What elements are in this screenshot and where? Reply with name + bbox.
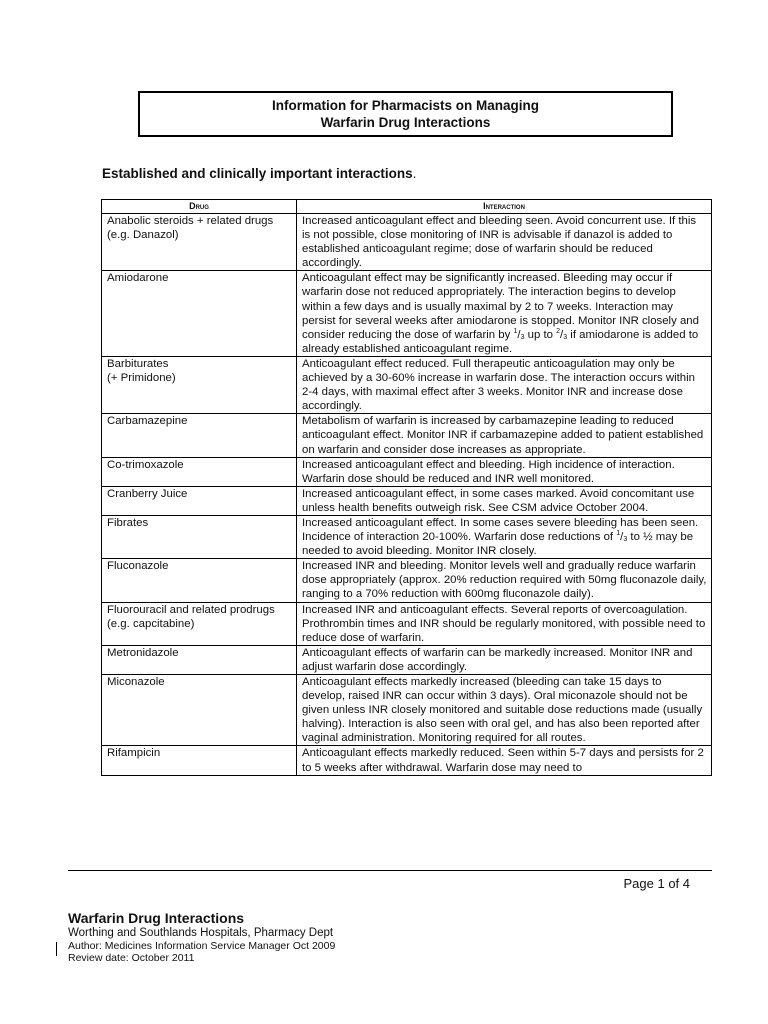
interaction-cell: Increased anticoagulant effect, in some cases marked. Avoid concomitant use unless health benefits outweigh risk. See CSM advice October 2004. <box>297 486 712 515</box>
interaction-text: if amiodarone is added to already established anticoagulant regime. <box>302 328 699 355</box>
fraction-numerator: 1 <box>513 327 518 335</box>
column-header-interaction: Interaction <box>297 200 712 214</box>
footer-title: Warfarin Drug Interactions <box>68 910 245 926</box>
drug-cell: Cranberry Juice <box>102 486 297 515</box>
fraction-denominator: 3 <box>520 333 525 341</box>
footer-author: Author: Medicines Information Service Manager Oct 2009 <box>68 940 336 952</box>
drug-cell: Metronidazole <box>102 645 297 674</box>
drug-note: (+ Primidone) <box>107 372 176 385</box>
fraction-denominator: 3 <box>623 536 628 544</box>
drug-cell: Miconazole <box>102 675 297 746</box>
footer-divider <box>68 870 712 871</box>
section-subtitle <box>102 166 416 181</box>
interaction-cell: Anticoagulant effects markedly reduced. Seen within 5-7 days and persists for 2 to 5 weeks after withdrawal. Warfarin dose may need to <box>297 746 712 775</box>
page-number: Page 1 of 4 <box>623 876 690 891</box>
interaction-cell: Increased INR and anticoagulant effects. Several reports of overcoagulation. Prothrombin times and INR should be regularly monitored, with possible need to reduce dose of warfarin. <box>297 602 712 645</box>
drug-cell <box>102 356 297 413</box>
table-header-row <box>102 200 712 214</box>
interaction-text: up to <box>524 328 557 341</box>
interaction-cell: Increased anticoagulant effect and bleeding seen. Avoid concurrent use. If this is not possible, close monitoring of INR is advisable if danazol is added to established anticoagulant regime; dose of warfarin should be reduced accordingly. <box>297 214 712 271</box>
table-row <box>102 602 712 645</box>
drug-cell: Fibrates <box>102 515 297 558</box>
interaction-text: to ½ may be needed to avoid bleeding. Monitor INR closely. <box>302 531 694 558</box>
table-row <box>102 559 712 602</box>
document-title-box <box>138 91 673 137</box>
table-row <box>102 214 712 271</box>
fraction-numerator: 1 <box>616 530 621 538</box>
column-header-drug: Drug <box>102 200 297 214</box>
drug-name: Barbiturates <box>107 357 169 370</box>
interaction-text: Anticoagulant effect may be significantly increased. Bleeding may occur if warfarin dose not reduced appropriately. The interaction begins to develop within a few days and is usually maximal by 2 to 7 weeks. Interaction may persist for several weeks after amiodarone is stopped. Monitor INR closely and consider reducing the dose of warfarin by <box>302 272 699 341</box>
table-row <box>102 746 712 775</box>
table-row <box>102 515 712 558</box>
interaction-cell: Anticoagulant effects markedly increased (bleeding can take 15 days to develop, raised INR can occur within 3 days). Oral miconazole should not be given unless INR closely monitored and suitable dose reductions made (usually halving). Interaction is also seen with oral gel, and has also been reported after vaginal administration. Monitoring required for all routes. <box>297 675 712 746</box>
interaction-cell: Anticoagulant effect may be significantly increased. Bleeding may occur if warfarin dose not reduced appropriately. The interaction begins to develop within a few days and is usually maximal by 2 to 7 weeks. Interaction may persist for several weeks after amiodarone is stopped. Monitor INR closely and consider reducing the dose of warfarin by $^1/_3$ up to $^2/_3$ if amiodarone is added to already established anticoagulant regime. <box>297 271 712 357</box>
table-row <box>102 271 712 357</box>
interaction-cell: Increased INR and bleeding. Monitor levels well and gradually reduce warfarin dose appropriately (approx. 20% reduction required with 50mg fluconazole daily, ranging to a 70% reduction with 600mg fluconazole daily). <box>297 559 712 602</box>
table-row <box>102 645 712 674</box>
subtitle-period: . <box>412 166 417 181</box>
footer-organisation: Worthing and Southlands Hospitals, Pharmacy Dept <box>68 927 334 939</box>
title-line-2: Warfarin Drug Interactions <box>320 115 491 130</box>
table-row <box>102 486 712 515</box>
drug-cell: Co-trimoxazole <box>102 457 297 486</box>
drug-cell: Fluconazole <box>102 559 297 602</box>
interaction-text: Increased anticoagulant effect. In some cases severe bleeding has been seen. Incidence of interaction 20-100%. Warfarin dose reductions of <box>302 516 699 544</box>
table-row <box>102 356 712 413</box>
fraction-denominator: 3 <box>563 333 568 341</box>
interactions-table <box>101 199 712 776</box>
drug-cell: Amiodarone <box>102 271 297 357</box>
document-footer <box>68 909 335 964</box>
drug-cell: Fluorouracil and related prodrugs (e.g. capcitabine) <box>102 602 297 645</box>
interaction-cell: Anticoagulant effect reduced. Full therapeutic anticoagulation may only be achieved by a 30-60% increase in warfarin dose. The interaction occurs within 2-4 days, with maximal effect after 3 weeks. Monitor INR and increase dose accordingly. <box>297 356 712 413</box>
title-line-1: Information for Pharmacists on Managing <box>271 98 540 113</box>
interaction-cell: Anticoagulant effects of warfarin can be markedly increased. Monitor INR and adjust warfarin dose accordingly. <box>297 645 712 674</box>
footer-review-date: Review date: October 2011 <box>68 952 195 964</box>
drug-cell: Carbamazepine <box>102 414 297 457</box>
table-row <box>102 675 712 746</box>
drug-cell: Anabolic steroids + related drugs (e.g. Danazol) <box>102 214 297 271</box>
table-row <box>102 457 712 486</box>
margin-change-bar <box>56 942 57 956</box>
subtitle-text: Established and clinically important interactions <box>102 166 413 181</box>
table-row <box>102 414 712 457</box>
interaction-cell: Increased anticoagulant effect and bleeding. High incidence of interaction. Warfarin dose should be reduced and INR well monitored. <box>297 457 712 486</box>
interaction-cell: Metabolism of warfarin is increased by carbamazepine leading to reduced anticoagulant effect. Monitor INR if carbamazepine added to patient established on warfarin and consider dose increases as appropriate. <box>297 414 712 457</box>
interaction-cell: Increased anticoagulant effect. In some cases severe bleeding has been seen. Incidence of interaction 20-100%. Warfarin dose reductions of $^1/_3$ to ½ may be needed to avoid bleeding. Monitor INR closely. <box>297 515 712 558</box>
fraction-numerator: 2 <box>556 327 561 335</box>
drug-cell: Rifampicin <box>102 746 297 775</box>
